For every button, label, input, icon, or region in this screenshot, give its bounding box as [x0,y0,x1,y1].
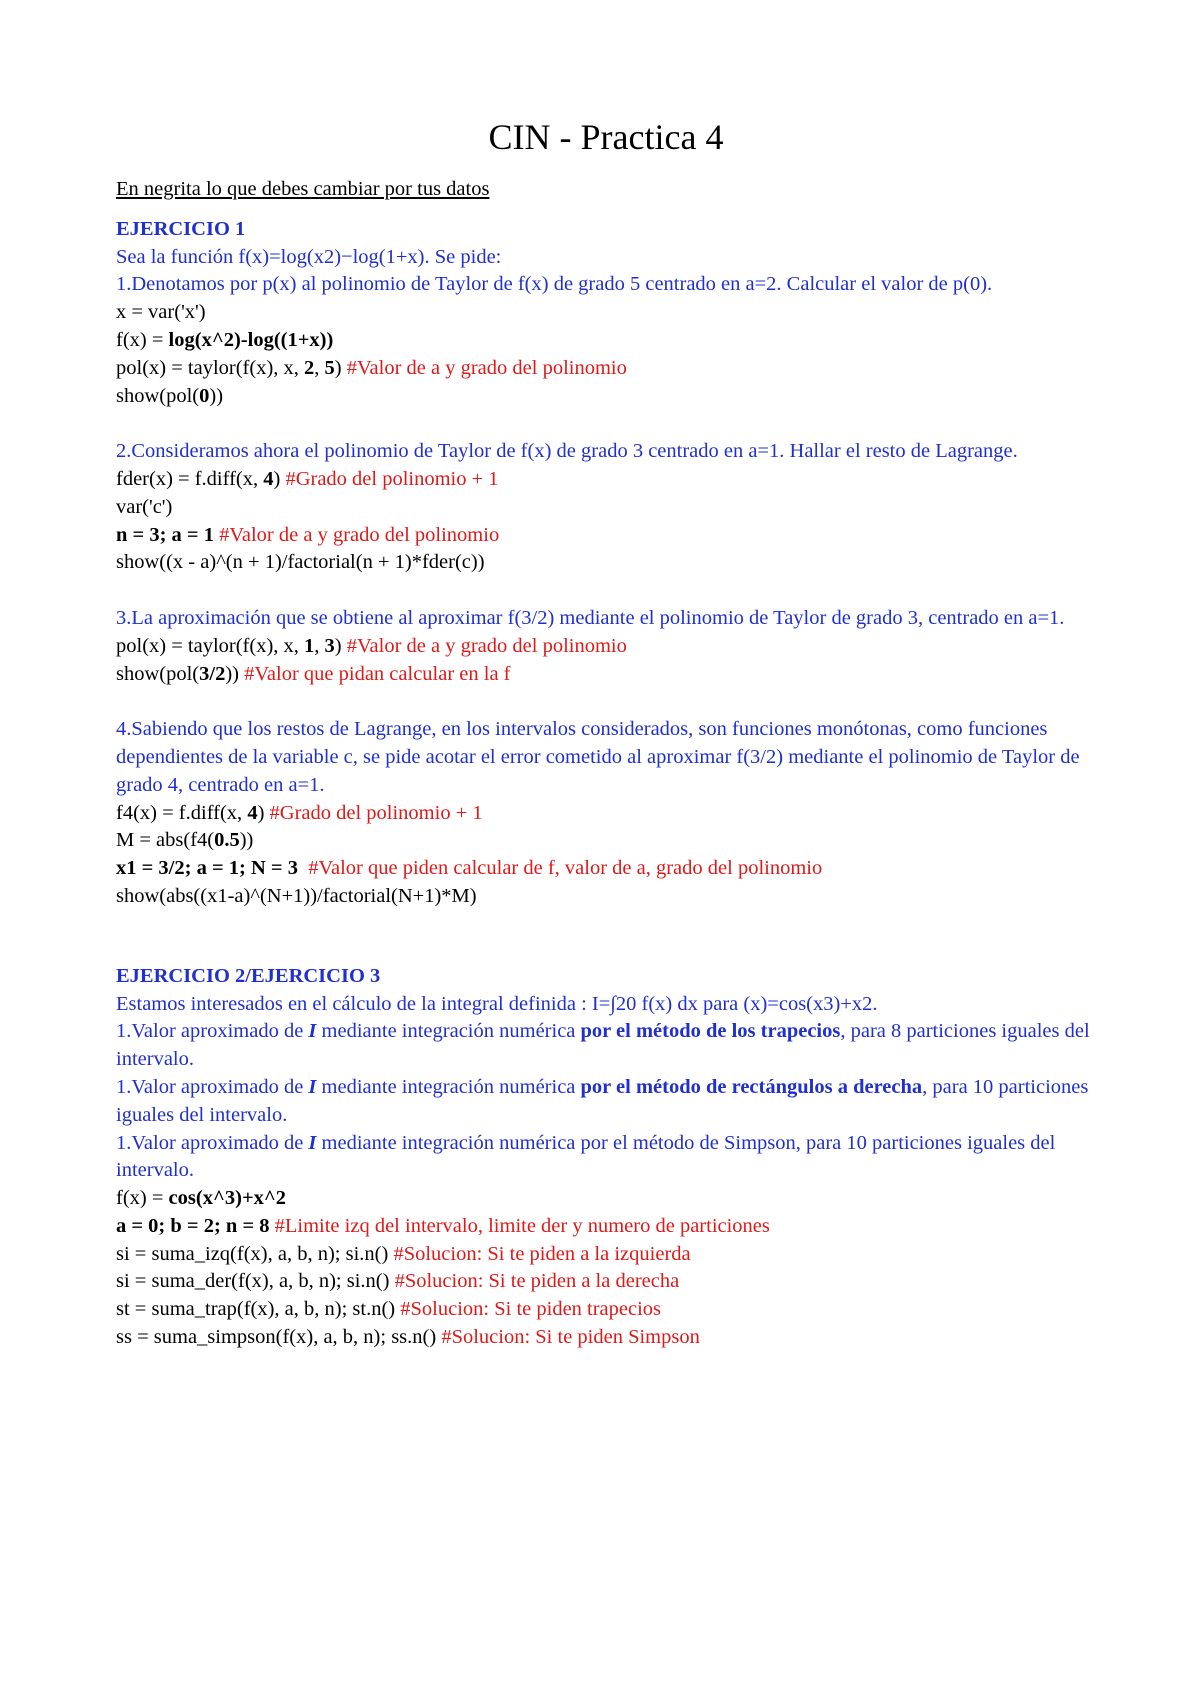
code-line [116,800,1096,828]
code-comment: #Solucion: Si te piden a la izquierda [393,1242,691,1265]
exercise-2-heading: EJERCICIO 2/EJERCICIO 3 [116,964,381,987]
code-line [116,827,1096,855]
exercise-2-question-2 [116,1074,1096,1130]
code-line: x = var('x') [116,301,206,324]
code-text: M = abs(f4( [116,829,215,852]
code-text: f4(x) = f.diff(x, [116,801,248,824]
code-text: show(pol( [116,384,200,407]
code-bold: 3 [324,634,335,657]
document-content [116,176,1096,1352]
question-text: 1.Valor aproximado de [116,1075,309,1098]
question-text: mediante integración numérica [316,1020,581,1043]
question-bold: por el método de los trapecios [580,1020,841,1043]
code-bold: 5 [324,356,335,379]
code-comment: #Limite izq del intervalo, limite der y numero de particiones [269,1214,770,1237]
code-bold: cos(x^3)+x^2 [168,1187,287,1210]
question-1-text: 1.Denotamos por p(x) al polinomio de Taylor de f(x) de grado 5 centrado en a=2. Calcular el valor de p(0). [116,273,993,296]
question-4-text: 4.Sabiendo que los restos de Lagrange, en los intervalos considerados, son funciones monótonas, como funciones dependientes de la variable c, se pide acotar el error cometido al aproximar f(3/2) mediante el polinomio de Taylor de grado 4, centrado en a=1. [116,718,1080,796]
code-text: ) [273,467,286,490]
code-line [116,1213,1096,1241]
code-bold: 0 [199,384,210,407]
code-line: var('c') [116,495,173,518]
code-text: )) [209,384,224,407]
code-bold: 4 [263,467,274,490]
code-text: , [314,356,325,379]
code-bold: 2 [304,356,315,379]
code-text: )) [239,829,254,852]
question-text: mediante integración numérica [316,1075,581,1098]
code-bold: n = 3; a = 1 [116,523,214,546]
spacer [116,688,1096,716]
question-2-text: 2.Consideramos ahora el polinomio de Taylor de f(x) de grado 3 centrado en a=1. Hallar el resto de Lagrange. [116,440,1018,463]
code-bold: 1 [304,634,315,657]
question-text: 1.Valor aproximado de [116,1020,309,1043]
code-line [116,1324,1096,1352]
code-text: si = suma_der(f(x), a, b, n); si.n() [116,1270,395,1293]
code-text: f(x) = [116,1187,169,1210]
code-comment: #Solucion: Si te piden Simpson [441,1326,700,1349]
code-text: ) [257,801,270,824]
code-line [116,355,1096,383]
code-line [116,1185,1096,1213]
code-line [116,383,1096,411]
code-line: show(abs((x1-a)^(N+1))/factorial(N+1)*M) [116,884,477,907]
code-text: ) [334,634,347,657]
code-text: show(pol( [116,662,200,685]
code-line [116,633,1096,661]
question-3-text: 3.La aproximación que se obtiene al aproximar f(3/2) mediante el polinomio de Taylor de grado 3, centrado en a=1. [116,606,1065,629]
exercise-2 [116,963,1096,1352]
spacer [116,410,1096,438]
code-line [116,522,1096,550]
code-text: pol(x) = taylor(f(x), x, [116,356,305,379]
exercise-1-statement: Sea la función f(x)=log(x2)−log(1+x). Se pide: [116,245,502,268]
question-bold: por el método de rectángulos a derecha [580,1075,923,1098]
code-comment: #Solucion: Si te piden a la derecha [394,1270,680,1293]
code-text: pol(x) = taylor(f(x), x, [116,634,305,657]
code-comment: #Valor de a y grado del polinomio [346,634,627,657]
code-line [116,466,1096,494]
spacer [116,911,1096,963]
code-line [116,1296,1096,1324]
code-comment: #Valor que piden calcular de f, valor de a, grado del polinomio [297,857,823,880]
code-comment: #Grado del polinomio + 1 [285,467,499,490]
code-comment: #Valor de a y grado del polinomio [346,356,627,379]
question-2 [116,438,1096,577]
code-comment: #Grado del polinomio + 1 [269,801,483,824]
question-3 [116,605,1096,688]
question-text: , para 8 particiones iguales del intervalo. [116,1020,1090,1071]
code-bold: 4 [247,801,258,824]
question-text: mediante integración numérica por el método de Simpson, para 10 particiones iguales del intervalo. [116,1131,1056,1182]
integral-symbol: I [308,1075,317,1098]
exercise-2-statement: Estamos interesados en el cálculo de la integral definida : I=∫20 f(x) dx para (x)=cos(x3)+x2. [116,992,878,1015]
code-line [116,661,1096,689]
code-bold: a = 0; b = 2; n = 8 [116,1214,270,1237]
code-bold: x1 = 3/2; a = 1; N = 3 [116,857,298,880]
code-line [116,1268,1096,1296]
code-comment: #Valor que pidan calcular en la f [244,662,511,685]
question-text: , para 10 particiones iguales del intervalo. [116,1075,1089,1126]
question-1 [116,271,1096,410]
code-comment: #Valor de a y grado del polinomio [213,523,500,546]
question-text: 1.Valor aproximado de [116,1131,309,1154]
code-bold: 0.5 [214,829,240,852]
code-comment: #Solucion: Si te piden trapecios [400,1298,662,1321]
code-line [116,1241,1096,1269]
exercise-2-question-1 [116,1018,1096,1074]
code-text: , [314,634,325,657]
spacer [116,577,1096,605]
intro-note: En negrita lo que debes cambiar por tus datos [116,178,490,200]
code-text: ss = suma_simpson(f(x), a, b, n); ss.n() [116,1326,442,1349]
exercise-2-question-3 [116,1130,1096,1186]
code-line [116,855,1096,883]
code-bold: log(x^2)-log((1+x)) [168,328,334,351]
code-line: show((x - a)^(n + 1)/factorial(n + 1)*fder(c)) [116,551,485,574]
exercise-1-heading: EJERCICIO 1 [116,217,246,240]
code-text: ) [334,356,347,379]
code-bold: 3/2 [199,662,226,685]
code-text: fder(x) = f.diff(x, [116,467,264,490]
code-text: )) [225,662,245,685]
code-text: si = suma_izq(f(x), a, b, n); si.n() [116,1242,394,1265]
code-text: st = suma_trap(f(x), a, b, n); st.n() [116,1298,401,1321]
integral-symbol: I [308,1020,317,1043]
question-4 [116,716,1096,911]
code-line [116,327,1096,355]
page-title: CIN - Practica 4 [488,117,724,157]
integral-symbol: I [308,1131,317,1154]
exercise-1 [116,216,1096,911]
code-text: f(x) = [116,328,169,351]
